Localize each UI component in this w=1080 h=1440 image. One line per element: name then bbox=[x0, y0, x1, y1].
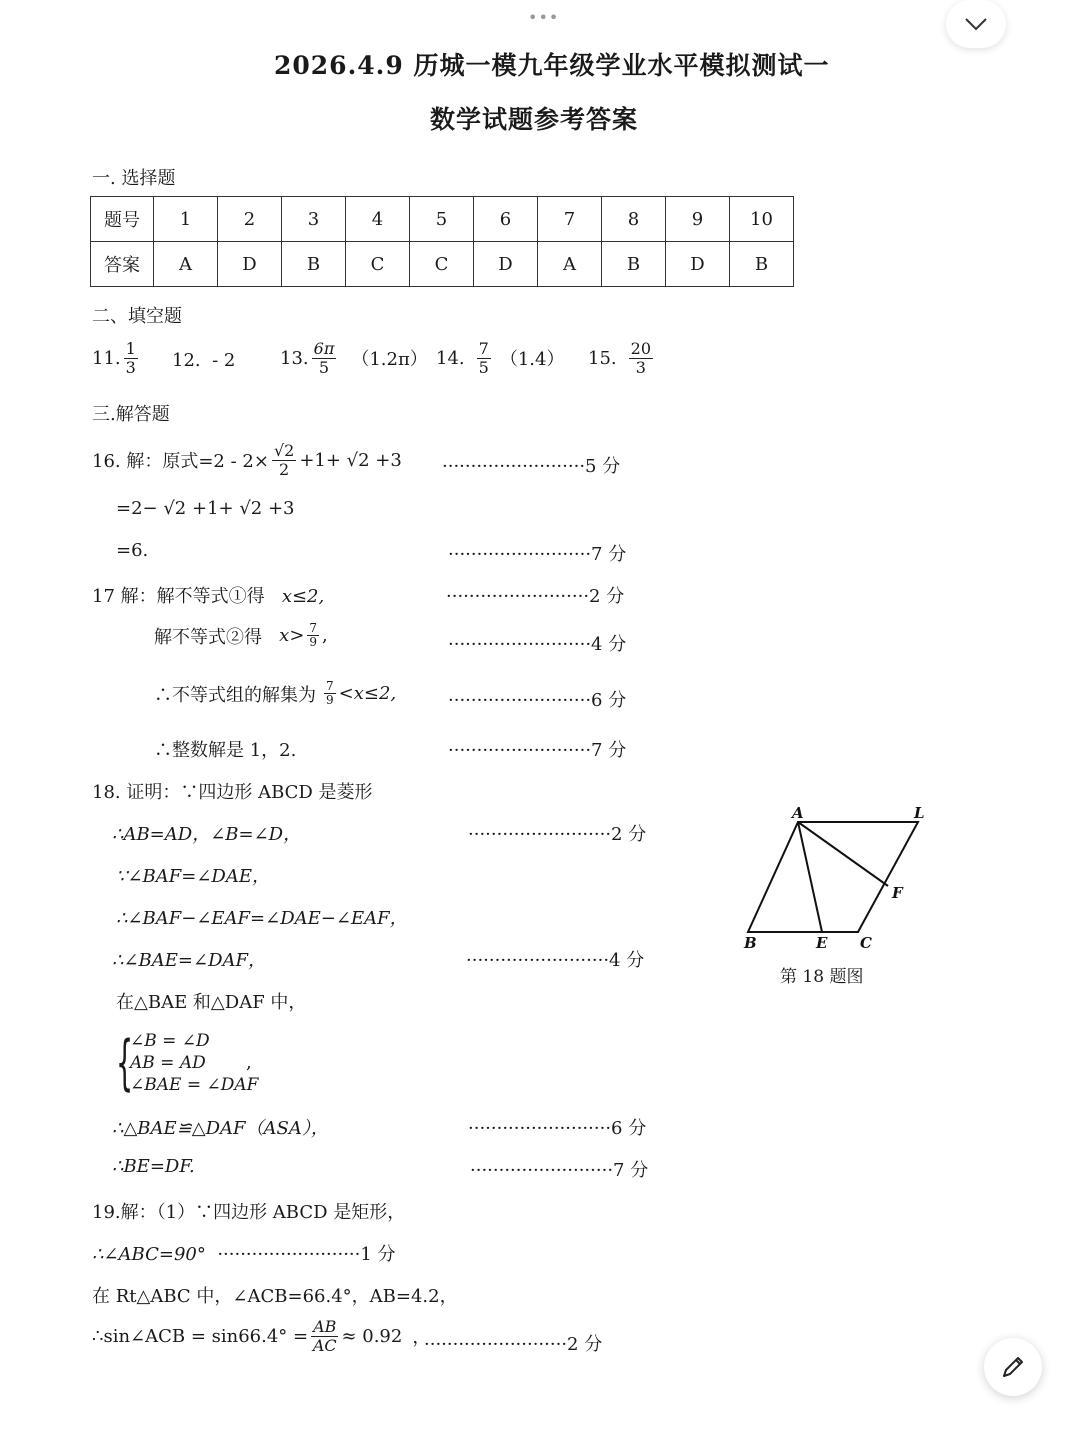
table-cell: A bbox=[154, 242, 218, 287]
table-cell: 2 bbox=[218, 197, 282, 242]
table-cell: B bbox=[730, 242, 794, 287]
q14-fraction: $\frac{7}{5}$ bbox=[478, 339, 489, 377]
table-cell: 10 bbox=[730, 197, 794, 242]
section-choice: 一. 选择题 bbox=[92, 168, 176, 189]
q18-figure bbox=[730, 796, 940, 956]
q18-line1: 18. 证明：∵四边形 ABCD 是菱形 bbox=[92, 782, 373, 803]
table-header: 答案 bbox=[91, 242, 154, 287]
table-cell: C bbox=[410, 242, 474, 287]
q16-line1: 16. 解：原式=2 - 2× $\frac{√2}{2}$ +1+ √2 +3 bbox=[92, 441, 402, 479]
q18-figure-caption: 第 18 题图 bbox=[780, 967, 864, 987]
q11-label: 11. bbox=[92, 347, 121, 369]
q19-line2: ∴∠ABC=90° ·························1 分 bbox=[92, 1244, 396, 1265]
q17-line1: 17 解：解不等式①得 x≤2, bbox=[92, 586, 325, 607]
q18-score-2: ·························2 分 bbox=[468, 824, 647, 845]
q15-fraction: $\frac{20}{3}$ bbox=[630, 339, 651, 377]
q19-score-2: ·························2 分 bbox=[424, 1334, 603, 1355]
table-cell: C bbox=[346, 242, 410, 287]
q18-line4: ∴∠BAF−∠EAF=∠DAE−∠EAF， bbox=[116, 908, 408, 929]
fill-q14: 14. $\frac{7}{5}$ （1.4） bbox=[436, 339, 565, 377]
q18-line6: 在△BAE 和△DAF 中， bbox=[116, 992, 307, 1013]
q18-line7: ∴△BAE≌△DAF（ASA）， bbox=[112, 1118, 329, 1139]
pencil-icon bbox=[999, 1353, 1027, 1381]
q18-score-4: ·························4 分 bbox=[466, 950, 645, 971]
q18-equation-system: { ∠B = ∠D AB = AD ∠BAE = ∠DAF bbox=[116, 1028, 259, 1098]
section-solve: 三.解答题 bbox=[92, 404, 170, 425]
q17-score-6: ·························6 分 bbox=[448, 690, 627, 711]
table-cell: D bbox=[218, 242, 282, 287]
q17-score-7: ·························7 分 bbox=[448, 740, 627, 761]
edit-button[interactable] bbox=[984, 1338, 1042, 1396]
q17-line2: 解不等式②得 x> $\frac{7}{9}$ , bbox=[154, 621, 328, 650]
collapse-button[interactable] bbox=[946, 0, 1006, 48]
table-cell: 3 bbox=[282, 197, 346, 242]
table-row-numbers bbox=[91, 197, 794, 242]
q16-line2: =2− √2 +1+ √2 +3 bbox=[116, 498, 295, 519]
table-cell: 9 bbox=[666, 197, 730, 242]
section-fill: 二、填空题 bbox=[92, 306, 182, 327]
q18-line8: ∴BE=DF. bbox=[112, 1156, 195, 1177]
fill-q13: 13. $\frac{6\pi}{5}$ （1.2π） bbox=[280, 339, 428, 377]
q17-line3: ∴不等式组的解集为 $\frac{7}{9}$ <x≤2, bbox=[154, 679, 397, 708]
table-cell: B bbox=[602, 242, 666, 287]
q18-score-7: ·························7 分 bbox=[470, 1160, 649, 1181]
q18-line5: ∴∠BAE=∠DAF， bbox=[112, 950, 266, 971]
doc-title: 2026.4.9 历城一模九年级学业水平模拟测试一 bbox=[274, 51, 830, 80]
q17-score-4: ·························4 分 bbox=[448, 634, 627, 655]
label-E: E bbox=[816, 934, 828, 952]
q11-fraction: $\frac{1}{3}$ bbox=[125, 339, 136, 377]
q16-score-7: ·························7 分 bbox=[448, 544, 627, 565]
q16-score-5: ·························5 分 bbox=[442, 456, 621, 477]
q16-line3: =6. bbox=[116, 540, 149, 561]
table-header: 题号 bbox=[91, 197, 154, 242]
label-A: A bbox=[792, 804, 804, 822]
more-options-icon[interactable]: ••• bbox=[528, 8, 560, 27]
q19-line1: 19.解：（1）∵四边形 ABCD 是矩形， bbox=[92, 1202, 406, 1223]
label-F: F bbox=[892, 884, 903, 902]
q18-score-6: ·························6 分 bbox=[468, 1118, 647, 1139]
table-cell: D bbox=[666, 242, 730, 287]
table-cell: 6 bbox=[474, 197, 538, 242]
label-C: C bbox=[860, 934, 872, 952]
table-cell: D bbox=[474, 242, 538, 287]
fill-q11 bbox=[92, 340, 141, 376]
q18-line3: ∵∠BAF=∠DAE， bbox=[116, 866, 270, 887]
chevron-down-icon bbox=[964, 17, 988, 31]
q13-fraction: $\frac{6\pi}{5}$ bbox=[313, 339, 335, 377]
q19-line4: ∴sin∠ACB = sin66.4° = $\frac{AB}{AC}$ ≈ 0.92 ， bbox=[92, 1317, 431, 1355]
q19-line3: 在 Rt△ABC 中，∠ACB=66.4°，AB=4.2， bbox=[92, 1286, 458, 1307]
table-cell: B bbox=[282, 242, 346, 287]
label-B: B bbox=[744, 934, 757, 952]
rhombus-outline bbox=[748, 822, 918, 932]
fill-q15: 15. $\frac{20}{3}$ bbox=[588, 339, 651, 377]
table-cell: 1 bbox=[154, 197, 218, 242]
table-cell: 7 bbox=[538, 197, 602, 242]
table-cell: 4 bbox=[346, 197, 410, 242]
table-cell: A bbox=[538, 242, 602, 287]
segment-AE bbox=[798, 822, 822, 932]
q18-line2: ∴AB=AD，∠B=∠D， bbox=[112, 824, 302, 845]
label-D: L bbox=[914, 804, 925, 822]
doc-subtitle: 数学试题参考答案 bbox=[430, 105, 639, 134]
segment-AF bbox=[798, 822, 888, 886]
table-cell: 5 bbox=[410, 197, 474, 242]
table-cell: 8 bbox=[602, 197, 666, 242]
table-row-answers bbox=[91, 242, 794, 287]
q17-line4: ∴整数解是 1，2. bbox=[154, 740, 297, 761]
q17-score-2: ·························2 分 bbox=[446, 586, 625, 607]
q18-system-tail: , bbox=[246, 1052, 252, 1073]
answer-table bbox=[90, 196, 794, 287]
fill-q12: 12. - 2 bbox=[172, 350, 236, 371]
